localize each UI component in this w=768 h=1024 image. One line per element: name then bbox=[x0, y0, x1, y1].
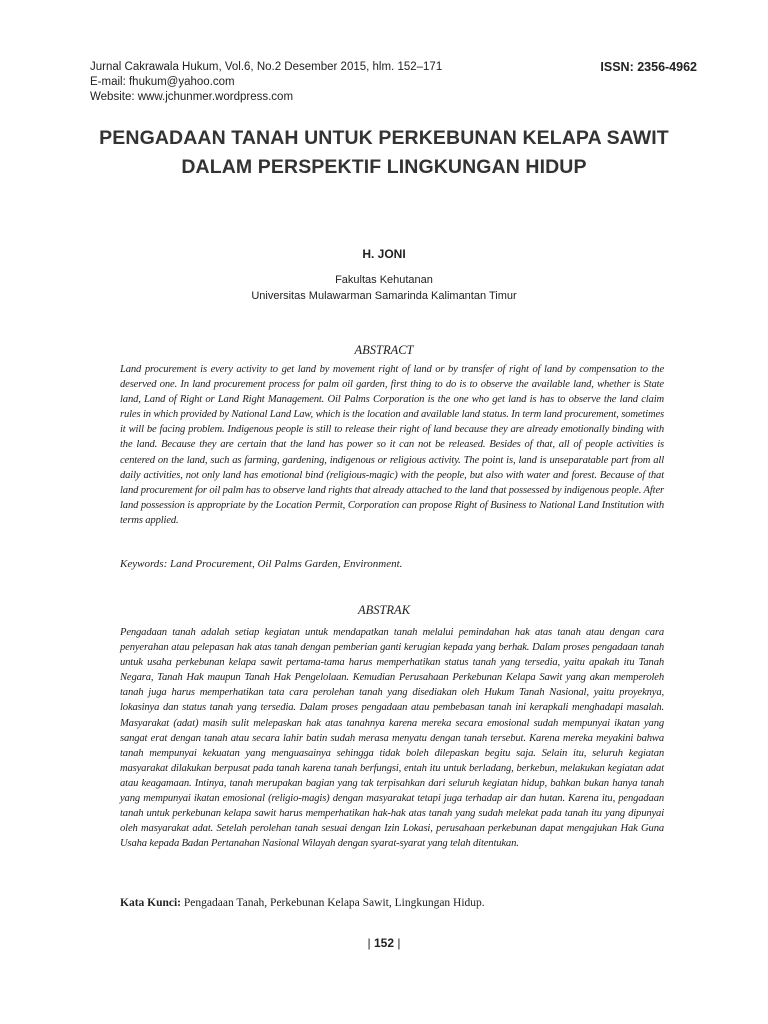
abstract-heading: ABSTRACT bbox=[354, 343, 414, 357]
abstract-text: Land procurement is every activity to get land by movement right of land or by transfer of right of land by compensation to the deserved one. In land procurement process for palm oil garden, first thing to do is to observe the available land, whether is State land, Land of Right or Land Right Management. Oil Palms Corporation is the one who get land is has to observe the land claim rules in which provided by National Land Law, which is the location and available land status. In term land procurement, sometimes it will be facing problem. Indigenous people is still to release their right of land because they are already emotionally binding with the land. Because they are certain that the land has power so it can not be released. Besides of that, all of people activities is centered on the land, such as farming, gardening, indigenous or religious activity. The point is, land is unseparatable part from all daily activities, not only land has emotional bind (religious-magic) with the people, but also with water and forest. Because of that land procurement for oil palm has to observe land rights that already attached to the land that possessed by indigenous people. After land possession is appropriate by the Location Permit, Corporation can propose Right of Business to National Land Institution with terms applied. bbox=[120, 364, 664, 526]
article-title-line-1: PENGADAAN TANAH UNTUK PERKEBUNAN KELAPA SAWIT bbox=[99, 127, 669, 149]
article-title bbox=[90, 124, 678, 182]
author-faculty: Fakultas Kehutanan bbox=[335, 274, 433, 286]
page-number bbox=[0, 936, 768, 950]
abstract-keywords: Keywords: Land Procurement, Oil Palms Garden, Environment. bbox=[120, 558, 403, 570]
author-name: H. JONI bbox=[362, 247, 406, 261]
issn-label: ISSN: 2356-4962 bbox=[600, 60, 697, 74]
article-title-line-2: DALAM PERSPEKTIF LINGKUNGAN HIDUP bbox=[181, 156, 587, 178]
abstrak-heading: ABSTRAK bbox=[357, 603, 411, 617]
abstrak-text: Pengadaan tanah adalah setiap kegiatan untuk mendapatkan tanah melalui pemindahan hak atas tanah atau dengan cara penyerahan atau pelepasan hak atas tanah dengan pemberian ganti kerugian kepada yang berhak. Dalam proses pengadaan tanah untuk usaha perkebunan kelapa sawit pertama-tama harus memperhatikan status tanah yang tersedia, yaitu apakah itu Tanah Negara, Tanah Hak maupun Tanah Hak Pengelolaan. Kemudian Perusahaan Perkebunan Kelapa Sawit yang akan memperoleh tanah juga harus memperhatikan tata cara perolehan tanah yang disediakan oleh Hukum Tanah Nasional, yaitu proyeknya, lokasinya dan status tanah yang tersedia. Dalam proses pengadaan atau pembebasan tanah ini kerapkali menghadapi masalah. Masyarakat (adat) masih sulit melepaskan hak atas tanahnya karena mereka secara emosional sudah mempunyai ikatan yang sangat erat dengan tanah atau secara lahir batin sudah merasa menyatu dengan tanah tersebut. Karena mereka meyakini bahwa tanah mempunyai kekuatan yang menguasainya sehingga tidak boleh dilepaskan begitu saja. Selain itu, seluruh kegiatan masyarakat dilakukan berpusat pada tanah karena tanah berfungsi, entah itu untuk berladang, berkebun, melakukan kegiatan adat atau keagamaan. Intinya, tanah merupakan bagian yang tak terpisahkan dari seluruh kegiatan hidup, bahkan bukan hanya tanah yang mempunyai ikatan emosional (religio-magis) dengan masyarakat tetapi juga terhadap air dan hutan. Karena itu, pengadaan tanah untuk perkebunan kelapa sawit harus memperhatikan hak-hak atas tanah yang sudah melekat pada tanah itu yang dipunyai oleh masyarakat adat. Setelah perolehan tanah sesuai dengan Izin Lokasi, perusahaan perkebunan dapat mengajukan Hak Guna Usaha kepada Badan Pertanahan Nasional Wilayah dengan syarat-syarat yang telah ditentukan. bbox=[120, 627, 664, 850]
page-number-suffix: | bbox=[394, 936, 401, 950]
journal-website: Website: www.jchunmer.wordpress.com bbox=[90, 91, 294, 103]
kata-kunci-value: Pengadaan Tanah, Perkebunan Kelapa Sawit, Lingkungan Hidup. bbox=[181, 897, 485, 909]
author-university: Universitas Mulawarman Samarinda Kalimantan Timur bbox=[251, 290, 517, 302]
journal-email: E-mail: fhukum@yahoo.com bbox=[90, 76, 235, 88]
kata-kunci bbox=[120, 897, 664, 909]
page-number-prefix: | bbox=[367, 936, 374, 950]
journal-citation: Jurnal Cakrawala Hukum, Vol.6, No.2 Desember 2015, hlm. 152–171 bbox=[90, 61, 443, 73]
journal-header bbox=[90, 60, 442, 105]
page-number-value: 152 bbox=[373, 936, 395, 950]
author-affiliation bbox=[0, 272, 768, 304]
kata-kunci-label: Kata Kunci: bbox=[120, 897, 182, 909]
